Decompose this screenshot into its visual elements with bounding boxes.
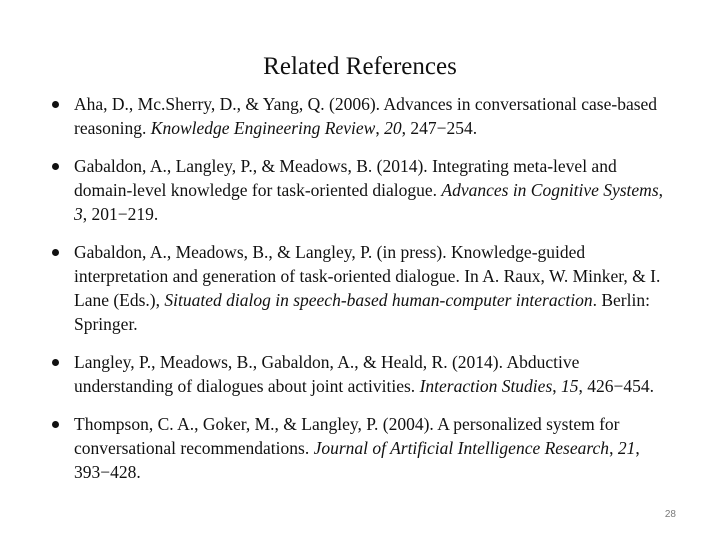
- reference-item: [50, 154, 670, 226]
- reference-volume: 21: [617, 438, 636, 458]
- reference-venue: Knowledge Engineering Review: [150, 118, 376, 138]
- bullet-icon: [52, 359, 59, 366]
- reference-title: Knowledge-guided interpretation and generation of task-oriented dialogue. In A. Raux, W. Minker, & I. Lane (Eds.),: [74, 242, 661, 310]
- bullet-icon: [52, 421, 59, 428]
- reference-item: [50, 350, 670, 398]
- reference-title: Integrating meta-level and domain-level knowledge for task-oriented dialogue.: [74, 156, 617, 200]
- reference-pages: , 201−219.: [82, 204, 159, 224]
- reference-authors: Gabaldon, A., Meadows, B., & Langley, P. (in press).: [74, 242, 452, 262]
- reference-title: A personalized system for conversational recommendations.: [74, 414, 620, 458]
- bullet-icon: [52, 249, 59, 256]
- bullet-icon: [52, 163, 59, 170]
- reference-venue: Situated dialog in speech-based human-computer interaction: [164, 290, 593, 310]
- page-number: 28: [664, 509, 676, 520]
- reference-volume: 20: [384, 118, 402, 138]
- reference-item: [50, 412, 670, 484]
- reference-title: Abductive understanding of dialogues about joint activities.: [74, 352, 580, 396]
- page-title: Related References: [263, 52, 457, 80]
- reference-volume: 3: [74, 204, 83, 224]
- reference-title: Advances in conversational case-based reasoning.: [74, 94, 658, 138]
- reference-item: [50, 240, 670, 336]
- reference-authors: Thompson, C. A., Goker, M., & Langley, P. (2004).: [74, 414, 438, 434]
- reference-separator: . Berlin: Springer.: [74, 290, 650, 334]
- reference-pages: , 426−454.: [578, 376, 654, 396]
- reference-authors: Aha, D., Mc.Sherry, D., & Yang, Q. (2006).: [74, 94, 384, 114]
- reference-separator: ,: [609, 438, 618, 458]
- reference-venue: Advances in Cognitive Systems: [441, 180, 659, 200]
- reference-separator: ,: [658, 180, 664, 200]
- reference-separator: ,: [552, 376, 561, 396]
- reference-authors: Gabaldon, A., Langley, P., & Meadows, B. (2014).: [74, 156, 433, 176]
- reference-list: [50, 92, 670, 498]
- reference-venue: Journal of Artificial Intelligence Research: [313, 438, 610, 458]
- reference-venue: Interaction Studies: [419, 376, 553, 396]
- bullet-icon: [52, 101, 59, 108]
- reference-separator: ,: [375, 118, 385, 138]
- reference-pages: , 247−254.: [401, 118, 478, 138]
- reference-volume: 15: [561, 376, 579, 396]
- reference-authors: Langley, P., Meadows, B., Gabaldon, A., & Heald, R. (2014).: [74, 352, 507, 372]
- reference-pages: , 393−428.: [74, 438, 640, 482]
- reference-item: [50, 92, 670, 140]
